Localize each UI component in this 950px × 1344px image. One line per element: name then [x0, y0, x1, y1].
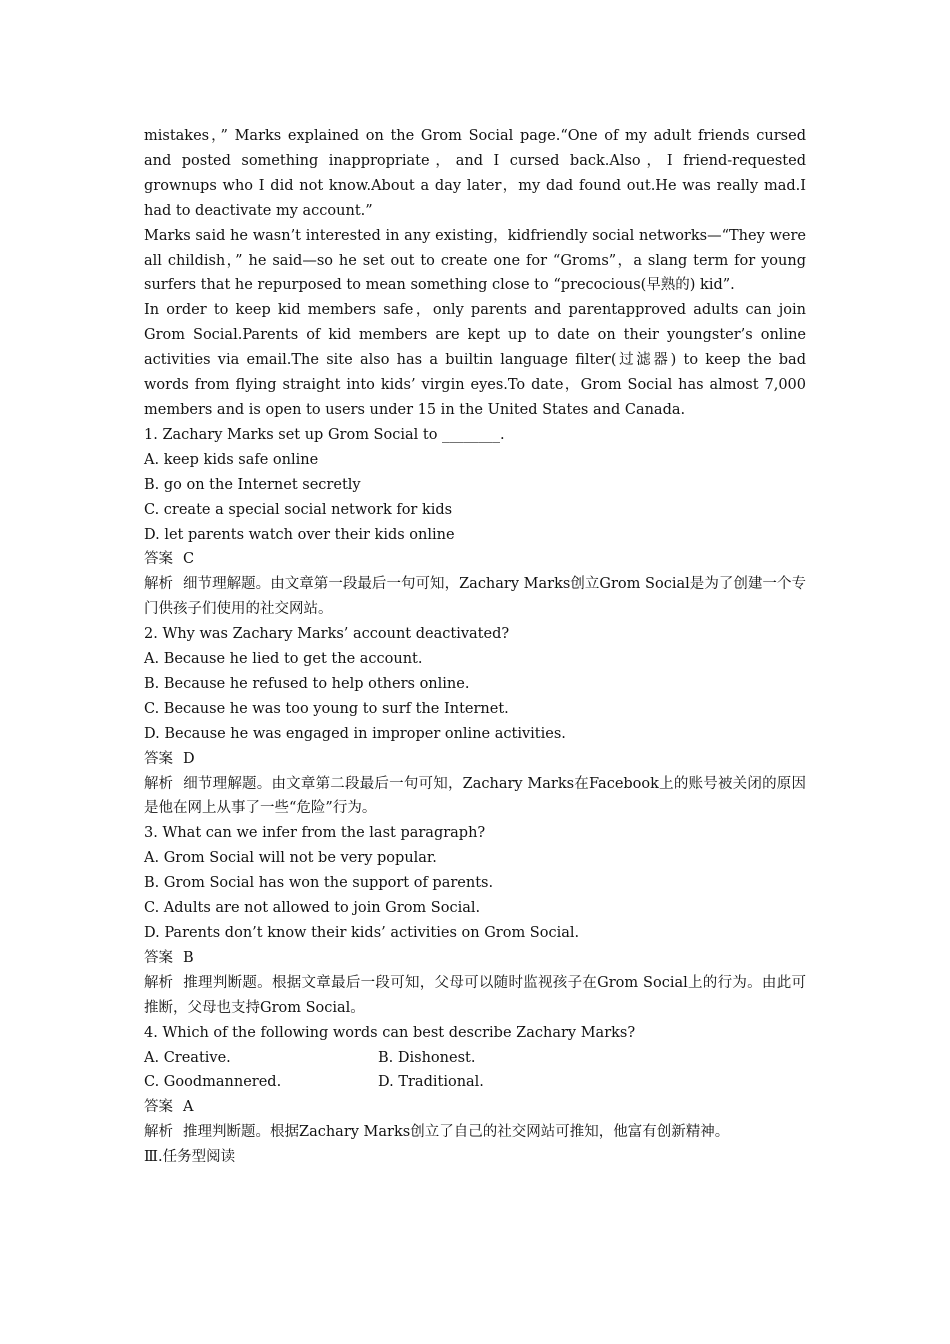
question-3-option-b: B. Grom Social has won the support of parents.: [144, 875, 494, 892]
analysis-text: 细节理解题。由文章第一段最后一句可知，Zachary Marks创立Grom Social是为了创建一个专门供孩子们使用的社交网站。: [144, 576, 806, 618]
passage-paragraph-1: mistakes，” Marks explained on the Grom Social page.“One of my adult friends cursed and posted something inappropriate，and I cursed back.Also，I friend-requested grownups who I did not know.About a day later，my dad found out.He was really mad.I had to deactivate my account.”: [144, 128, 806, 219]
question-2-stem: 2. Why was Zachary Marks’ account deactivated?: [144, 626, 510, 643]
analysis-label: 解析: [144, 576, 173, 593]
question-3-option-c: C. Adults are not allowed to join Grom Social.: [144, 900, 481, 917]
question-4-option-a: A. Creative.: [144, 1049, 231, 1066]
answer-value: D: [183, 750, 195, 767]
answer-value: B: [183, 949, 194, 966]
question-4-stem: 4. Which of the following words can best describe Zachary Marks?: [144, 1024, 636, 1041]
question-1-analysis: [144, 572, 806, 622]
passage-paragraph-2: Marks said he wasn’t interested in any existing，kidfriendly social networks—“They were all childish，” he said—so he set out to create one for “Groms”，a slang term for young surfers that he repurposed to mean something close to “precocious(早熟的) kid”.: [144, 227, 806, 294]
question-3-option-a: A. Grom Social will not be very popular.: [144, 850, 437, 867]
question-4-analysis: [144, 1120, 806, 1145]
analysis-label: 解析: [144, 974, 173, 991]
question-1-answer: [144, 547, 806, 572]
question-3-analysis: [144, 971, 806, 1021]
question-2-answer: [144, 747, 806, 772]
question-2-analysis: [144, 772, 806, 822]
answer-value: C: [183, 551, 195, 568]
question-2-option-a: A. Because he lied to get the account.: [144, 651, 423, 668]
analysis-label: 解析: [144, 775, 173, 792]
question-2-option-d: D. Because he was engaged in improper online activities.: [144, 725, 566, 742]
answer-label: 答案: [144, 949, 173, 966]
document-page: [144, 124, 806, 1170]
question-4-options-row-1: [144, 1046, 806, 1071]
question-4-option-d: D. Traditional.: [378, 1074, 484, 1091]
question-1-option-d: D. let parents watch over their kids online: [144, 526, 455, 543]
question-4-answer: [144, 1095, 806, 1120]
question-1-option-a: A. keep kids safe online: [144, 451, 319, 468]
question-3-option-d: D. Parents don’t know their kids’ activities on Grom Social.: [144, 925, 580, 941]
question-3-stem: 3. What can we infer from the last paragraph?: [144, 825, 486, 842]
question-4-option-b: B. Dishonest.: [378, 1049, 476, 1066]
answer-value: A: [183, 1099, 194, 1116]
question-4-options-row-2: [144, 1070, 806, 1095]
question-3-answer: [144, 946, 806, 971]
question-1-stem: 1. Zachary Marks set up Grom Social to ________.: [144, 426, 505, 443]
question-4-option-c: C. Goodmannered.: [144, 1074, 282, 1091]
question-1-option-c: C. create a special social network for kids: [144, 501, 453, 518]
question-2-option-c: C. Because he was too young to surf the Internet.: [144, 700, 509, 717]
answer-label: 答案: [144, 750, 173, 767]
analysis-text: 细节理解题。由文章第二段最后一句可知，Zachary Marks在Facebook上的账号被关闭的原因是他在网上从事了一些“危险”行为。: [144, 775, 806, 817]
question-1-option-b: B. go on the Internet secretly: [144, 476, 361, 493]
analysis-text: 推理判断题。根据Zachary Marks创立了自己的社交网站可推知，他富有创新精神。: [183, 1124, 730, 1141]
passage-paragraph-3: In order to keep kid members safe，only parents and parentapproved adults can join Grom Social.Parents of kid members are kept up to date on their youngster’s online activities via email.The site also has a builtin language filter(过滤器) to keep the bad words from flying straight into kids’ virgin eyes.To date，Grom Social has almost 7,000 members and is open to users under 15 in the United States and Canada.: [144, 302, 806, 418]
answer-label: 答案: [144, 551, 173, 568]
analysis-text: 推理判断题。根据文章最后一段可知，父母可以随时监视孩子在Grom Social上的行为。由此可推断，父母也支持Grom Social。: [144, 974, 806, 1016]
answer-label: 答案: [144, 1099, 173, 1116]
question-2-option-b: B. Because he refused to help others online.: [144, 675, 470, 692]
section-heading: Ⅲ.任务型阅读: [144, 1149, 236, 1166]
analysis-label: 解析: [144, 1124, 173, 1141]
